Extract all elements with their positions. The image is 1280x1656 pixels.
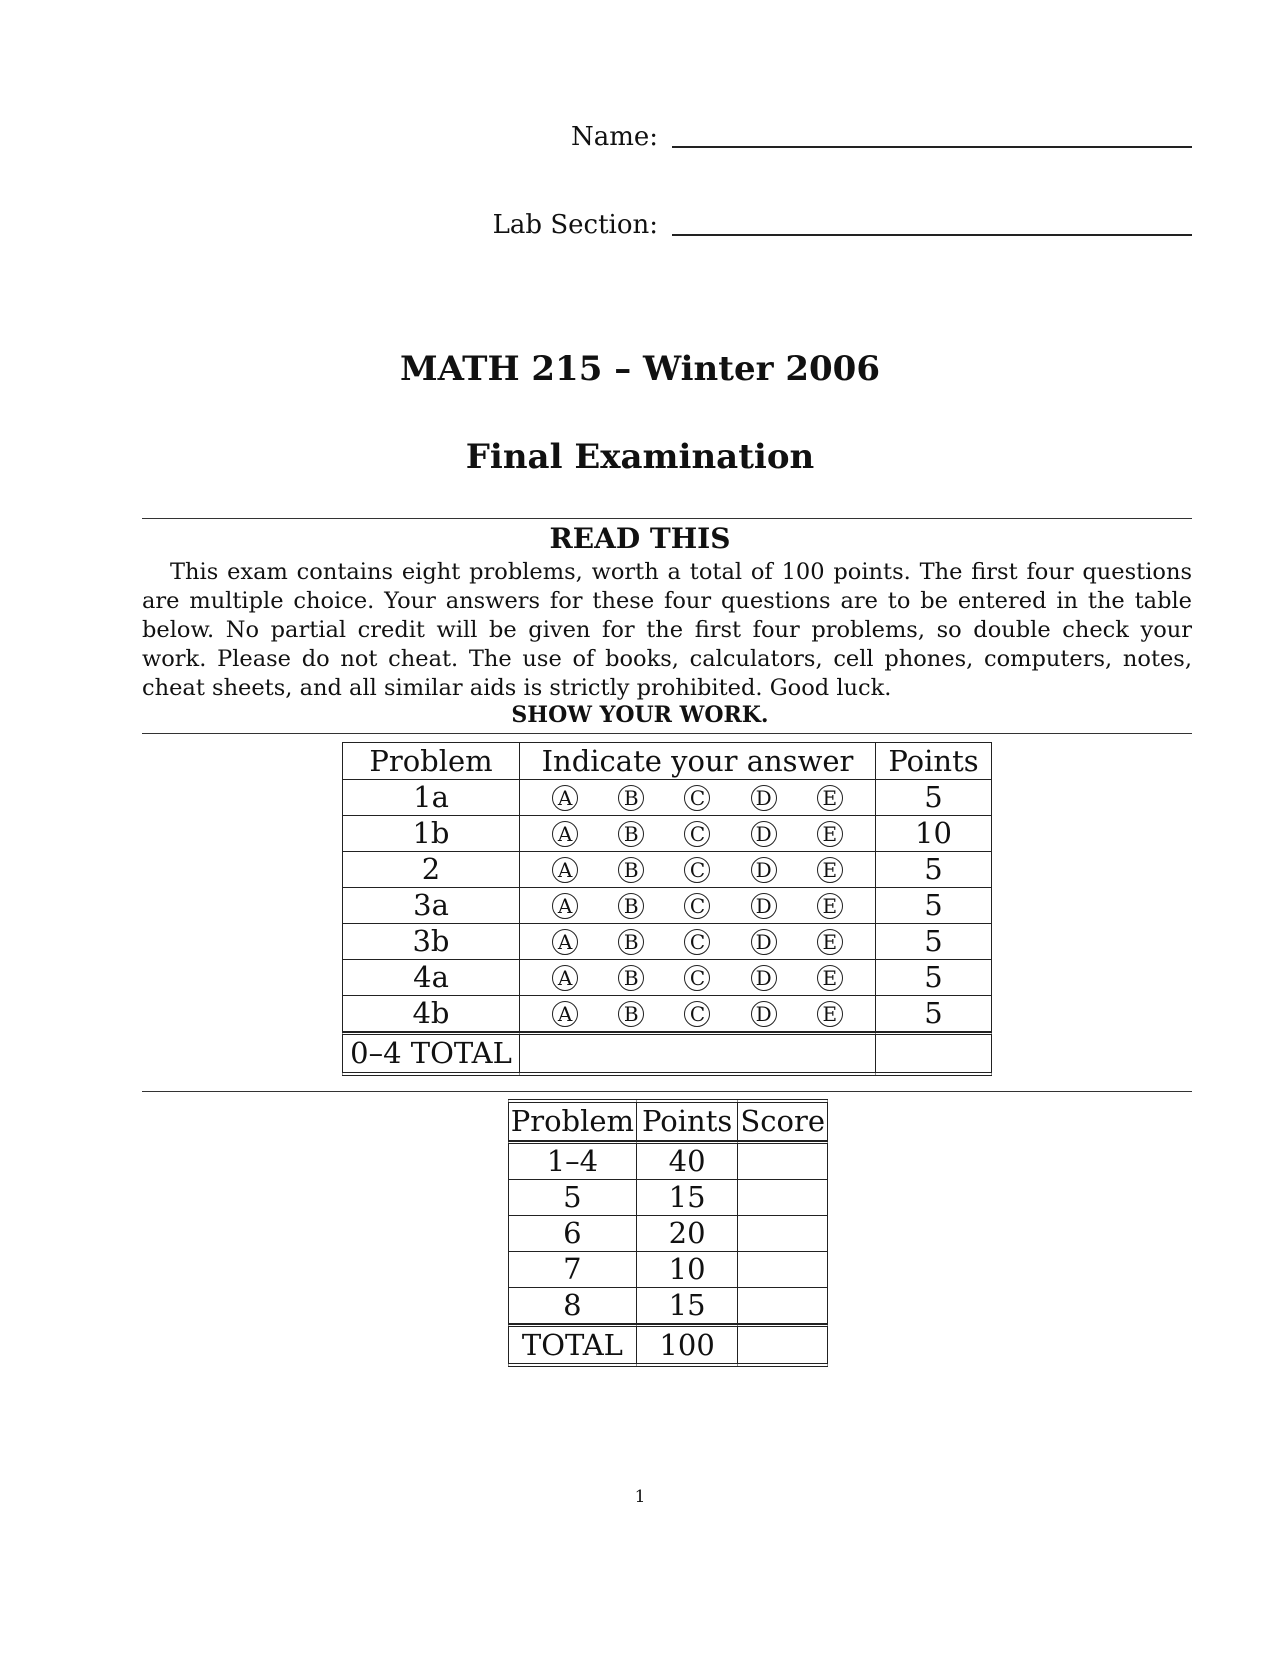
score-row-score-cell[interactable] (738, 1288, 828, 1324)
choice-bubble-a[interactable]: A (552, 965, 578, 991)
score-row-points: 40 (637, 1141, 739, 1180)
answer-row-points: 5 (876, 960, 992, 996)
answer-row-points: 5 (876, 852, 992, 888)
score-row-score-cell[interactable] (738, 1180, 828, 1216)
answer-header-answer: Indicate your answer (520, 742, 876, 780)
name-label: Name: (570, 122, 658, 152)
choice-bubble-d[interactable]: D (751, 893, 777, 919)
choice-bubble-e[interactable]: E (817, 929, 843, 955)
answer-choices-cell (520, 960, 876, 996)
choice-bubble-e[interactable]: E (817, 785, 843, 811)
answer-total-row (342, 1032, 992, 1076)
score-row-points: 20 (637, 1216, 739, 1252)
choice-bubble-d[interactable]: D (751, 785, 777, 811)
answer-row-problem: 2 (342, 852, 520, 888)
choice-bubble-b[interactable]: B (618, 857, 644, 883)
answer-row-problem: 1b (342, 816, 520, 852)
score-row-points: 15 (637, 1180, 739, 1216)
lab-section-input-line[interactable] (672, 234, 1192, 236)
lab-section-label: Lab Section: (492, 210, 658, 240)
score-table (508, 1099, 828, 1367)
name-input-line[interactable] (672, 146, 1192, 148)
score-header-score: Score (738, 1099, 828, 1141)
choice-bubble-c[interactable]: C (684, 785, 710, 811)
score-row (508, 1288, 828, 1324)
choice-bubble-b[interactable]: B (618, 893, 644, 919)
choice-bubble-d[interactable]: D (751, 965, 777, 991)
answer-total-cell[interactable] (520, 1032, 876, 1076)
answer-header-problem: Problem (342, 742, 520, 780)
answer-row-problem: 4a (342, 960, 520, 996)
answer-choices-cell (520, 924, 876, 960)
score-total-row (508, 1324, 828, 1367)
answer-choices-cell (520, 888, 876, 924)
show-work-heading: SHOW YOUR WORK. (511, 702, 769, 728)
score-total-cell[interactable] (738, 1324, 828, 1367)
answer-row-points: 5 (876, 924, 992, 960)
score-row (508, 1180, 828, 1216)
choice-bubble-e[interactable]: E (817, 893, 843, 919)
score-total-label: TOTAL (508, 1324, 637, 1367)
choice-bubble-b[interactable]: B (618, 965, 644, 991)
choice-bubble-b[interactable]: B (618, 929, 644, 955)
choice-bubble-a[interactable]: A (552, 857, 578, 883)
choice-bubble-c[interactable]: C (684, 929, 710, 955)
choice-bubble-c[interactable]: C (684, 893, 710, 919)
score-row (508, 1252, 828, 1288)
answer-choices (520, 821, 875, 847)
choice-bubble-a[interactable]: A (552, 1001, 578, 1027)
choice-bubble-d[interactable]: D (751, 821, 777, 847)
answer-table (342, 742, 992, 1076)
answer-row-problem: 1a (342, 780, 520, 816)
score-header-points: Points (637, 1099, 739, 1141)
choice-bubble-c[interactable]: C (684, 1001, 710, 1027)
answer-choices (520, 929, 875, 955)
choice-bubble-b[interactable]: B (618, 785, 644, 811)
score-row-score-cell[interactable] (738, 1216, 828, 1252)
score-row-score-cell[interactable] (738, 1141, 828, 1180)
score-total-points: 100 (637, 1324, 739, 1367)
divider (142, 733, 1192, 734)
answer-row-problem: 3b (342, 924, 520, 960)
answer-choices (520, 965, 875, 991)
read-this-heading: READ THIS (549, 522, 731, 555)
score-row-problem: 7 (508, 1252, 637, 1288)
answer-row (342, 996, 992, 1032)
answer-choices (520, 1001, 875, 1027)
answer-row-points: 5 (876, 780, 992, 816)
exam-title: Final Examination (465, 437, 815, 477)
lab-section-field[interactable] (493, 212, 1192, 238)
name-field[interactable] (571, 124, 1192, 150)
choice-bubble-c[interactable]: C (684, 821, 710, 847)
answer-row (342, 780, 992, 816)
instructions-paragraph: This exam contains eight problems, worth a total of 100 points. The first four questions are multiple choice. Your answers for these four questions are to be entered in the table below. No partial credit will be given for the first four problems, so double check your work. Please do not cheat. The use of books, calculators, cell phones, computers, notes, cheat sheets, and all similar aids is strictly prohibited. Good luck. (142, 559, 1192, 701)
answer-total-points-cell[interactable] (876, 1032, 992, 1076)
answer-row-points: 5 (876, 888, 992, 924)
choice-bubble-e[interactable]: E (817, 857, 843, 883)
score-header-problem: Problem (508, 1099, 637, 1141)
choice-bubble-e[interactable]: E (817, 821, 843, 847)
answer-row (342, 852, 992, 888)
answer-choices-cell (520, 816, 876, 852)
score-row-score-cell[interactable] (738, 1252, 828, 1288)
choice-bubble-e[interactable]: E (817, 1001, 843, 1027)
divider (142, 518, 1192, 519)
score-row-problem: 5 (508, 1180, 637, 1216)
choice-bubble-b[interactable]: B (618, 821, 644, 847)
answer-row (342, 816, 992, 852)
answer-row (342, 960, 992, 996)
choice-bubble-d[interactable]: D (751, 929, 777, 955)
choice-bubble-a[interactable]: A (552, 821, 578, 847)
score-row-points: 15 (637, 1288, 739, 1324)
course-title: MATH 215 – Winter 2006 (399, 349, 880, 389)
choice-bubble-a[interactable]: A (552, 929, 578, 955)
choice-bubble-b[interactable]: B (618, 1001, 644, 1027)
answer-row (342, 888, 992, 924)
answer-row-points: 5 (876, 996, 992, 1032)
answer-choices-cell (520, 852, 876, 888)
page-number: 1 (634, 1487, 646, 1507)
choice-bubble-d[interactable]: D (751, 1001, 777, 1027)
score-row-points: 10 (637, 1252, 739, 1288)
choice-bubble-e[interactable]: E (817, 965, 843, 991)
score-row (508, 1141, 828, 1180)
score-row-problem: 1–4 (508, 1141, 637, 1180)
score-row-problem: 6 (508, 1216, 637, 1252)
divider (142, 1091, 1192, 1092)
answer-choices-cell (520, 780, 876, 816)
score-row (508, 1216, 828, 1252)
score-row-problem: 8 (508, 1288, 637, 1324)
answer-row-problem: 4b (342, 996, 520, 1032)
answer-row (342, 924, 992, 960)
choice-bubble-c[interactable]: C (684, 857, 710, 883)
answer-choices (520, 893, 875, 919)
choice-bubble-d[interactable]: D (751, 857, 777, 883)
answer-choices-cell (520, 996, 876, 1032)
answer-row-points: 10 (876, 816, 992, 852)
choice-bubble-c[interactable]: C (684, 965, 710, 991)
choice-bubble-a[interactable]: A (552, 893, 578, 919)
choice-bubble-a[interactable]: A (552, 785, 578, 811)
answer-total-label: 0–4 TOTAL (342, 1032, 520, 1076)
answer-row-problem: 3a (342, 888, 520, 924)
answer-choices (520, 785, 875, 811)
answer-header-points: Points (876, 742, 992, 780)
answer-choices (520, 857, 875, 883)
